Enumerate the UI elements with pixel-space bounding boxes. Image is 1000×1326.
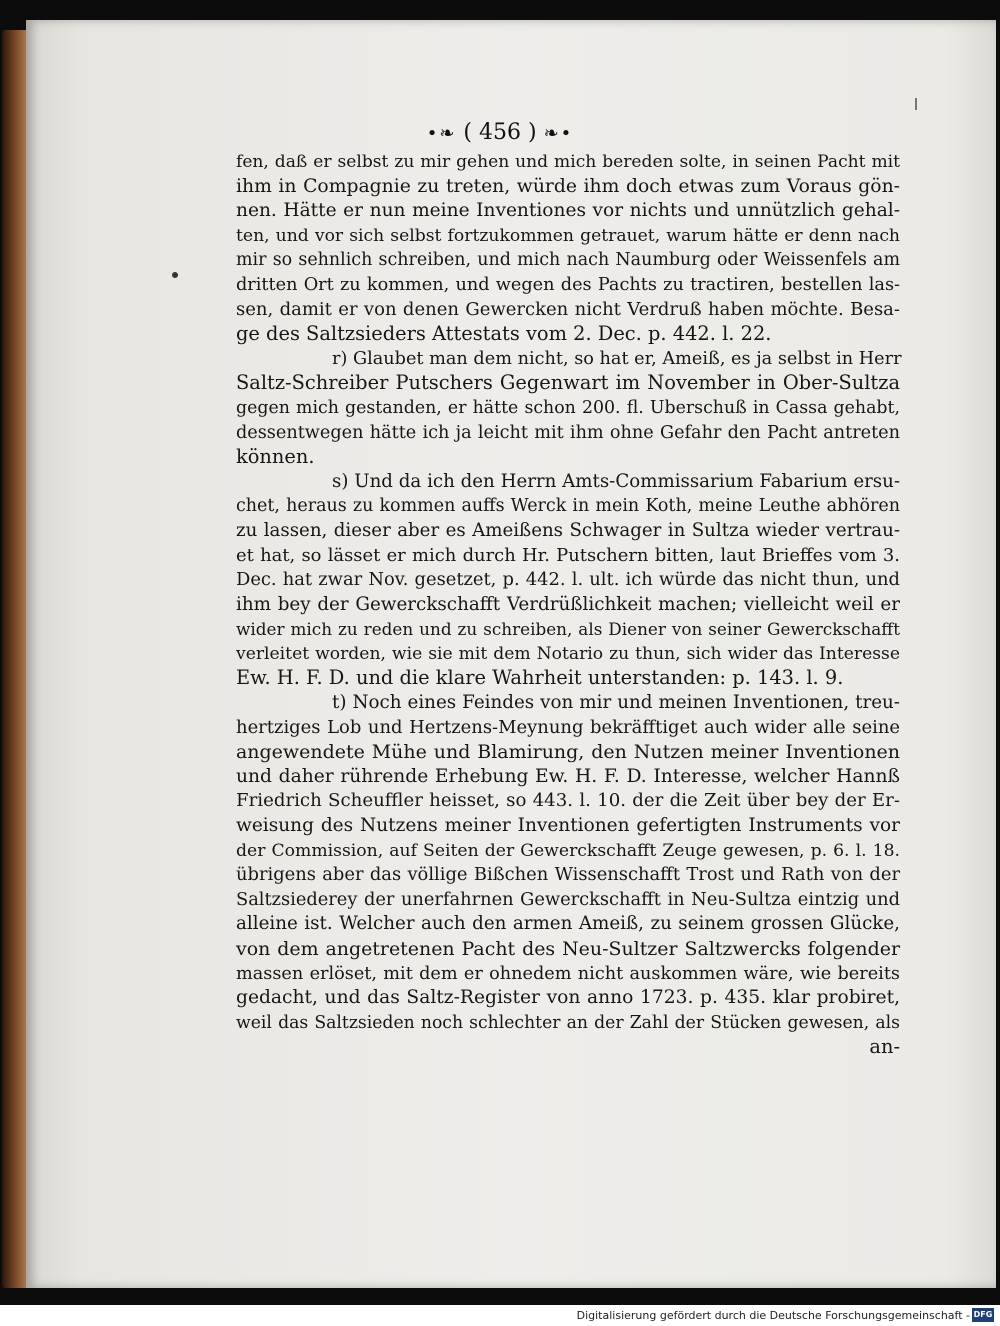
page-header: [0, 120, 1000, 145]
text-line: von dem angetretenen Pacht des Neu-Sultzer Saltzwercks folgender: [236, 938, 900, 960]
dfg-logo-badge: DFG: [972, 1308, 994, 1322]
text-line: zu lassen, dieser aber es Ameißens Schwager in Sultza wieder vertrau-: [236, 519, 900, 541]
text-line: hertziges Lob und Hertzens-Meynung bekräfftiget auch wider alle seine: [236, 716, 900, 738]
footer-bar: [0, 1305, 1000, 1326]
page-number: ( 456 ): [463, 120, 537, 145]
text-line: ten, und vor sich selbst fortzukommen getrauet, warum hätte er denn nach: [236, 225, 900, 246]
body-text: [236, 150, 900, 1060]
text-line: massen erlöset, mit dem er ohnedem nicht auskommen wäre, wie bereits: [236, 963, 900, 984]
text-line: Saltzsiederey der unerfahrnen Gewerckschafft in Neu-Sultza eintzig und: [236, 888, 900, 910]
page-tick-mark: [915, 98, 917, 110]
paragraph-r-start: r) Glaubet man dem nicht, so hat er, Ameiß, es ja selbst in Herr: [332, 348, 902, 369]
funding-notice: Digitalisierung gefördert durch die Deutsche Forschungsgemeinschaft -: [576, 1309, 970, 1322]
catchword: an-: [869, 1035, 900, 1059]
header-left-ornament: •❧: [426, 123, 457, 144]
header-right-ornament: ❧•: [543, 123, 574, 144]
text-line: Saltz-Schreiber Putschers Gegenwart im November in Ober-Sultza: [236, 371, 900, 395]
text-line: alleine ist. Welcher auch den armen Ameiß, zu seinem grossen Glücke,: [236, 913, 900, 935]
text-line: weil das Saltzsieden noch schlechter an der Zahl der Stücken gewesen, als: [236, 1012, 900, 1033]
text-line: sen, damit er von denen Gewercken nicht Verdruß haben möchte. Besa-: [236, 298, 900, 320]
text-line: dessentwegen hätte ich ja leicht mit ihm ohne Gefahr den Pacht antreten: [236, 422, 900, 443]
text-line: angewendete Mühe und Blamirung, den Nutzen meiner Inventionen: [236, 741, 900, 764]
text-line: et hat, so lässet er mich durch Hr. Putschern bitten, laut Brieffes vom 3.: [236, 544, 900, 566]
text-line: verleitet worden, wie sie mit dem Notario zu thun, sich wider das Interesse: [236, 643, 900, 664]
paragraph-s-start: s) Und da ich den Herrn Amts-Commissarium Fabarium ersu-: [332, 470, 900, 492]
text-line: können.: [236, 445, 315, 469]
ink-dot-mark: [172, 272, 178, 278]
text-line: dritten Ort zu kommen, und wegen des Pachts zu tractiren, bestellen las-: [236, 274, 900, 295]
text-line: Ew. H. F. D. und die klare Wahrheit unterstanden: p. 143. l. 9.: [236, 666, 844, 690]
text-line: chet, heraus zu kommen auffs Werck in mein Koth, meine Leuthe abhören: [236, 496, 900, 517]
text-line: nen. Hätte er nun meine Inventiones vor nichts und unnützlich gehal-: [236, 200, 900, 222]
text-line: weisung des Nutzens meiner Inventionen gefertigten Instruments vor: [236, 815, 900, 837]
text-line: der Commission, auf Seiten der Gewerckschafft Zeuge gewesen, p. 6. l. 18.: [236, 840, 900, 861]
text-line: Friedrich Scheuffler heisset, so 443. l. 10. der die Zeit über bey der Er-: [236, 790, 900, 812]
text-line: ihm bey der Gewerckschafft Verdrüßlichkeit machen; vielleicht weil er: [236, 593, 900, 615]
text-line: gegen mich gestanden, er hätte schon 200. fl. Uberschuß in Cassa gehabt,: [236, 397, 900, 418]
text-line: mir so sehnlich schreiben, und mich nach Naumburg oder Weissenfels am: [236, 250, 900, 271]
text-line: übrigens aber das völlige Bißchen Wissenschafft Trost und Rath von der: [236, 864, 900, 886]
text-line: ge des Saltzsieders Attestats vom 2. Dec. p. 442. l. 22.: [236, 322, 772, 346]
paragraph-t-start: t) Noch eines Feindes von mir und meinen Inventionen, treu-: [332, 692, 900, 714]
text-line: wider mich zu reden und zu schreiben, als Diener von seiner Gewerckschafft: [236, 619, 900, 640]
text-line: Dec. hat zwar Nov. gesetzet, p. 442. l. ult. ich würde das nicht thun, und: [236, 569, 900, 591]
text-line: fen, daß er selbst zu mir gehen und mich bereden solte, in seinen Pacht mit: [236, 152, 900, 172]
text-line: ihm in Compagnie zu treten, würde ihm doch etwas zum Voraus gön-: [236, 175, 900, 197]
text-line: und daher rührende Erhebung Ew. H. F. D. Interesse, welcher Hannß: [236, 765, 900, 787]
text-line: gedacht, und das Saltz-Register von anno 1723. p. 435. klar probiret,: [236, 987, 900, 1009]
